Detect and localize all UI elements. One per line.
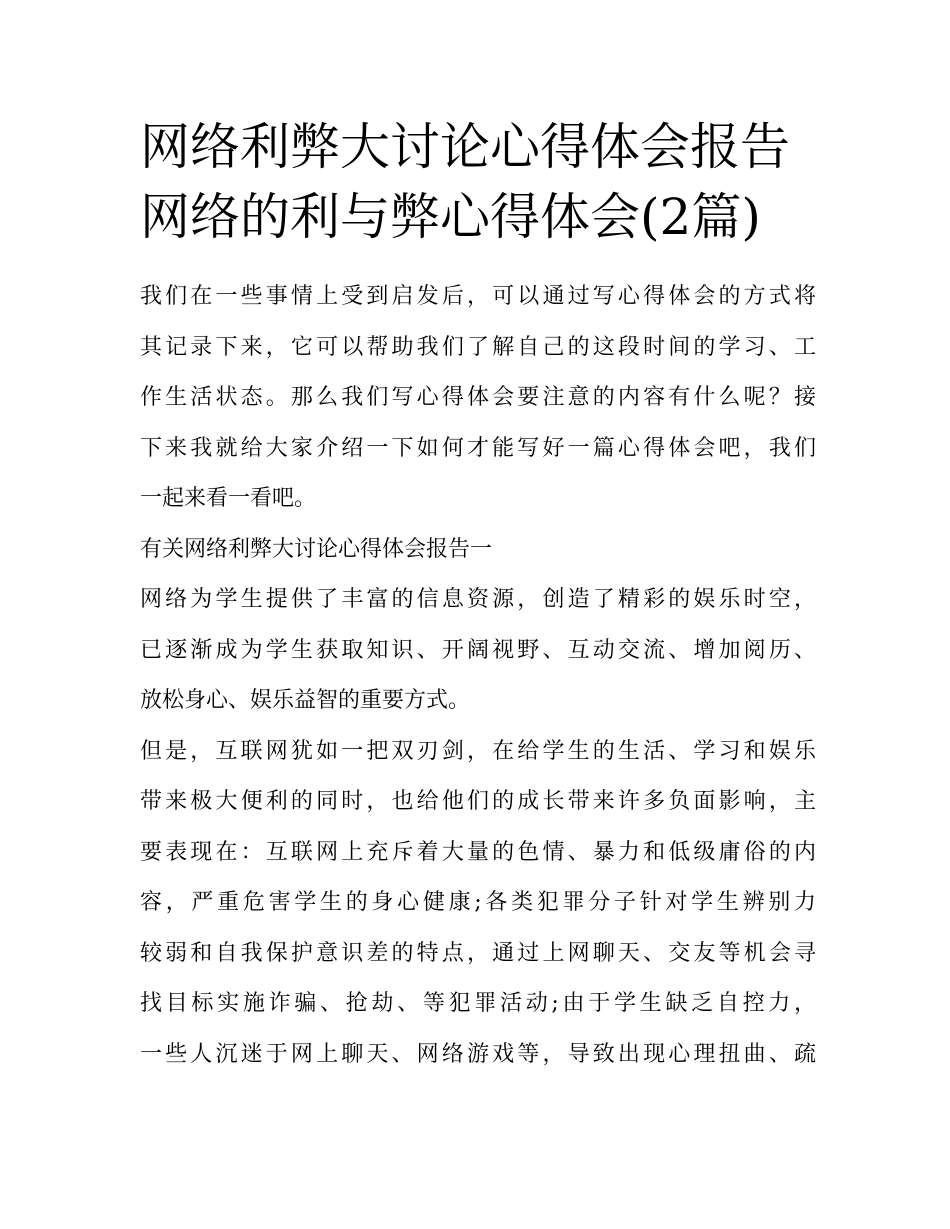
body-line: 一些人沉迷于网上聊天、网络游戏等，导致出现心理扭曲、疏 bbox=[140, 1041, 816, 1067]
body-line: 放松身心、娱乐益智的重要方式。 bbox=[140, 688, 471, 713]
body-line: 带来极大便利的同时，也给他们的成长带来许多负面影响，主 bbox=[140, 789, 816, 814]
title-line-2: 网络的利与弊心得体会(2篇) bbox=[140, 188, 761, 246]
body-line: 网络为学生提供了丰富的信息资源，创造了精彩的娱乐时空， bbox=[140, 587, 816, 612]
intro-line: 下来我就给大家介绍一下如何才能写好一篇心得体会吧，我们 bbox=[140, 435, 816, 461]
intro-line: 其记录下来，它可以帮助我们了解自己的这段时间的学习、工 bbox=[140, 334, 816, 360]
document-page bbox=[140, 112, 816, 1080]
body-paragraph-1 bbox=[140, 575, 816, 727]
section-heading: 有关网络利弊大讨论心得体会报告一 bbox=[140, 536, 493, 562]
body-line: 找目标实施诈骗、抢劫、等犯罪活动;由于学生缺乏自控力， bbox=[140, 991, 816, 1016]
intro-line: 作生活状态。那么我们写心得体会要注意的内容有什么呢？接 bbox=[140, 385, 816, 410]
title-line-1: 网络利弊大讨论心得体会报告 bbox=[140, 118, 790, 176]
body-line: 较弱和自我保护意识差的特点，通过上网聊天、交友等机会寻 bbox=[140, 940, 816, 966]
intro-line: 我们在一些事情上受到启发后，可以通过写心得体会的方式将 bbox=[140, 284, 816, 309]
document-title bbox=[140, 112, 816, 252]
body-line: 要表现在：互联网上充斥着大量的色情、暴力和低级庸俗的内 bbox=[140, 839, 816, 865]
body-paragraph-2 bbox=[140, 727, 816, 1081]
intro-paragraph bbox=[140, 272, 816, 525]
intro-line: 一起来看一看吧。 bbox=[140, 486, 317, 511]
body-line: 但是，互联网犹如一把双刃剑，在给学生的生活、学习和娱乐 bbox=[140, 738, 816, 764]
body-line: 容，严重危害学生的身心健康;各类犯罪分子针对学生辨别力 bbox=[140, 890, 816, 915]
body-line: 已逐渐成为学生获取知识、开阔视野、互动交流、增加阅历、 bbox=[140, 637, 816, 663]
